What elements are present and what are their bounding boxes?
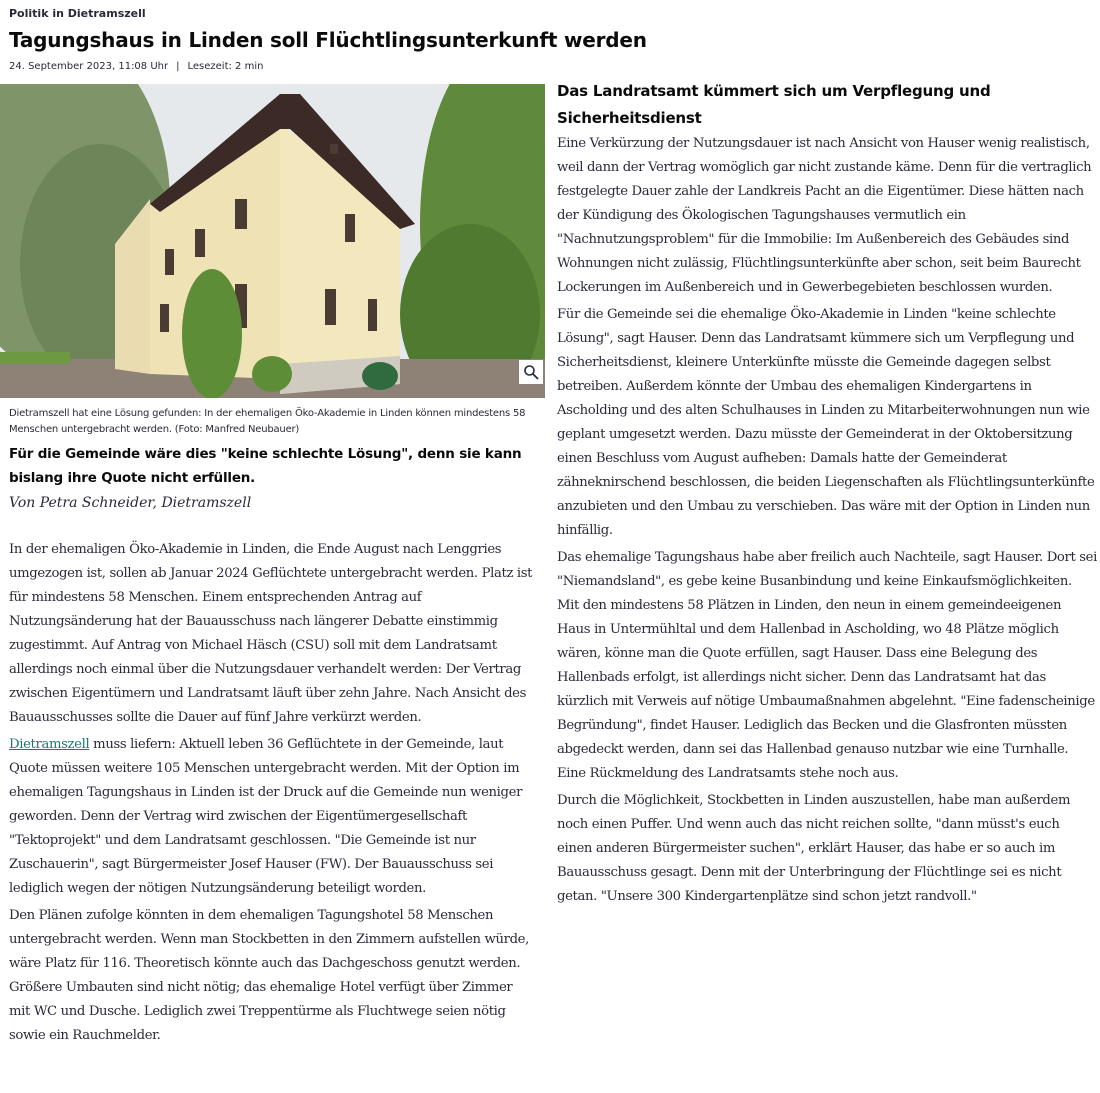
paragraph: Eine Verkürzung der Nutzungsdauer ist nach Ansicht von Hauser wenig realistisch, weil dann der Vertrag womöglich gar nicht zustande käme. Denn für die vertraglich festgelegte Dauer zahle der Landkreis Pacht an die Eigentümer. Diese hätten nach der Kündigung des Ökologischen Tagungshauses vermutlich ein "Nachnutzungsproblem" für die Immobilie: Im Außenbereich des Gebäudes sind Wohnungen nicht zulässig, Flüchtlingsunterkünfte aber schon, seit beim Baurecht Lockerungen im Außenbereich und in Gewerbegebieten beschlossen wurden. [557, 136, 1092, 295]
article-header [9, 0, 1089, 74]
dietramszell-link[interactable]: Dietramszell [9, 737, 90, 752]
paragraph: Das ehemalige Tagungshaus habe aber freilich auch Nachteile, sagt Hauser. Dort sei "Niemandsland", es gebe keine Busanbindung und keine Einkaufsmöglichkeiten. Mit den mindestens 58 Plätzen in Linden, den neun in einem gemeindeeigenen Haus in Untermühltal und dem Hallenbad in Ascholding, wo 48 Plätze möglich wären, könne man die Quote erfüllen, sagt Hauser. Dass eine Belegung des Hallenbads erfolgt, ist allerdings nicht sicher. Denn das Landratsamt hat das kürzlich mit Verweis auf nötige Umbaumaßnahmen abgelehnt. "Eine fadenscheinige Begründung", findet Hauser. Lediglich das Becken und die Glasfronten müssten abgedeckt werden, dann sei das Hallenbad genauso nutzbar wie eine Turnhalle. Eine Rückmeldung des Landratsamts stehe noch aus. [557, 550, 1097, 781]
reading-time: Lesezeit: 2 min [187, 61, 264, 72]
kicker: Politik in Dietramszell [9, 7, 146, 20]
paragraph: Für die Gemeinde sei die ehemalige Öko-Akademie in Linden "keine schlechte Lösung", sagt Hauser. Denn das Landratsamt kümmere sich um Verpflegung und Sicherheitsdienst, kleinere Unterkünfte müsste die Gemeinde dagegen selbst betreiben. Außerdem könnte der Umbau des ehemaligen Kindergartens in Ascholding und des alten Schulhauses in Linden zu Mitarbeiterwohnungen nun wie geplant umgesetzt werden. Dazu müsste der Gemeinderat in der Oktobersitzung einen Beschluss vom August aufheben: Damals hatte der Gemeinderat zähneknirschend beschlossen, die beiden Liegenschaften als Flüchtlingsunterkünfte anzubieten und den Umbau zu verschieben. Das wäre mit der Option in Linden nun hinfällig. [557, 307, 1095, 538]
enlarge-photo-button[interactable] [519, 360, 543, 384]
photo-caption: Dietramszell hat eine Lösung gefunden: In der ehemaligen Öko-Akademie in Linden können mindestens 58 Menschen untergebracht werden. (Foto: Manfred Neubauer) [9, 408, 526, 435]
article-meta [9, 60, 1089, 74]
publish-date: 24. September 2023, 11:08 Uhr [9, 61, 169, 72]
meta-separator: | [176, 61, 180, 72]
left-body [9, 538, 536, 1048]
right-body [557, 132, 1097, 909]
right-column [557, 78, 1097, 912]
author-byline: Von Petra Schneider, Dietramszell [9, 495, 252, 511]
left-column [0, 84, 545, 1051]
magnifier-icon [523, 364, 539, 380]
paragraph-text: muss liefern: Aktuell leben 36 Geflüchtete in der Gemeinde, laut Quote müssen weitere 105 Menschen untergebracht werden. Mit der Option im ehemaligen Tagungshaus in Linden ist der Druck auf die Gemeinde nun weniger geworden. Denn der Vertrag wird zwischen der Eigentümergesellschaft "Tektoprojekt" und dem Landratsamt geschlossen. "Die Gemeinde ist nur Zuschauerin", sagt Bürgermeister Josef Hauser (FW). Der Bauausschuss sei lediglich wegen der nötigen Nutzungsänderung beteiligt worden. [9, 737, 523, 896]
paragraph: In der ehemaligen Öko-Akademie in Linden, die Ende August nach Lenggries umgezogen ist, sollen ab Januar 2024 Geflüchtete untergebracht werden. Platz ist für mindestens 58 Menschen. Einem entsprechenden Antrag auf Nutzungsänderung hat der Bauausschuss nach längerer Debatte einstimmig zugestimmt. Auf Antrag von Michael Häsch (CSU) soll mit dem Landratsamt allerdings noch einmal über die Nutzungsdauer verhandelt werden: Der Vertrag zwischen Eigentümern und Landratsamt läuft über zehn Jahre. Nach Ansicht des Bauausschusses sollte die Dauer auf fünf Jahre verkürzt werden. [9, 542, 533, 725]
section-subheading: Das Landratsamt kümmert sich um Verpflegung und Sicherheitsdienst [557, 82, 991, 127]
article-photo[interactable] [0, 84, 545, 398]
building-photo-illustration [0, 84, 545, 398]
article-teaser: Für die Gemeinde wäre dies "keine schlechte Lösung", denn sie kann bislang ihre Quote nicht erfüllen. [9, 446, 522, 486]
paragraph: Durch die Möglichkeit, Stockbetten in Linden auszustellen, habe man außerdem noch einen Puffer. Und wenn auch das nicht reichen sollte, "dann müsst's euch einen anderen Bürgermeister suchen", erklärt Hauser, das habe er so auch im Bauausschuss gesagt. Denn mit der Unterbringung der Flüchtlinge sei es nicht getan. "Unsere 300 Kindergartenplätze sind schon jetzt randvoll." [557, 793, 1071, 904]
article-title: Tagungshaus in Linden soll Flüchtlingsunterkunft werden [9, 28, 647, 52]
paragraph: Den Plänen zufolge könnten in dem ehemaligen Tagungshotel 58 Menschen untergebracht werden. Wenn man Stockbetten in den Zimmern aufstellen würde, wäre Platz für 116. Theoretisch könnte auch das Dachgeschoss genutzt werden. Größere Umbauten sind nicht nötig; das ehemalige Hotel verfügt über Zimmer mit WC und Dusche. Lediglich zwei Treppentürme als Fluchtwege seien nötig sowie ein Rauchmelder. [9, 908, 529, 1043]
paragraph [9, 733, 536, 901]
